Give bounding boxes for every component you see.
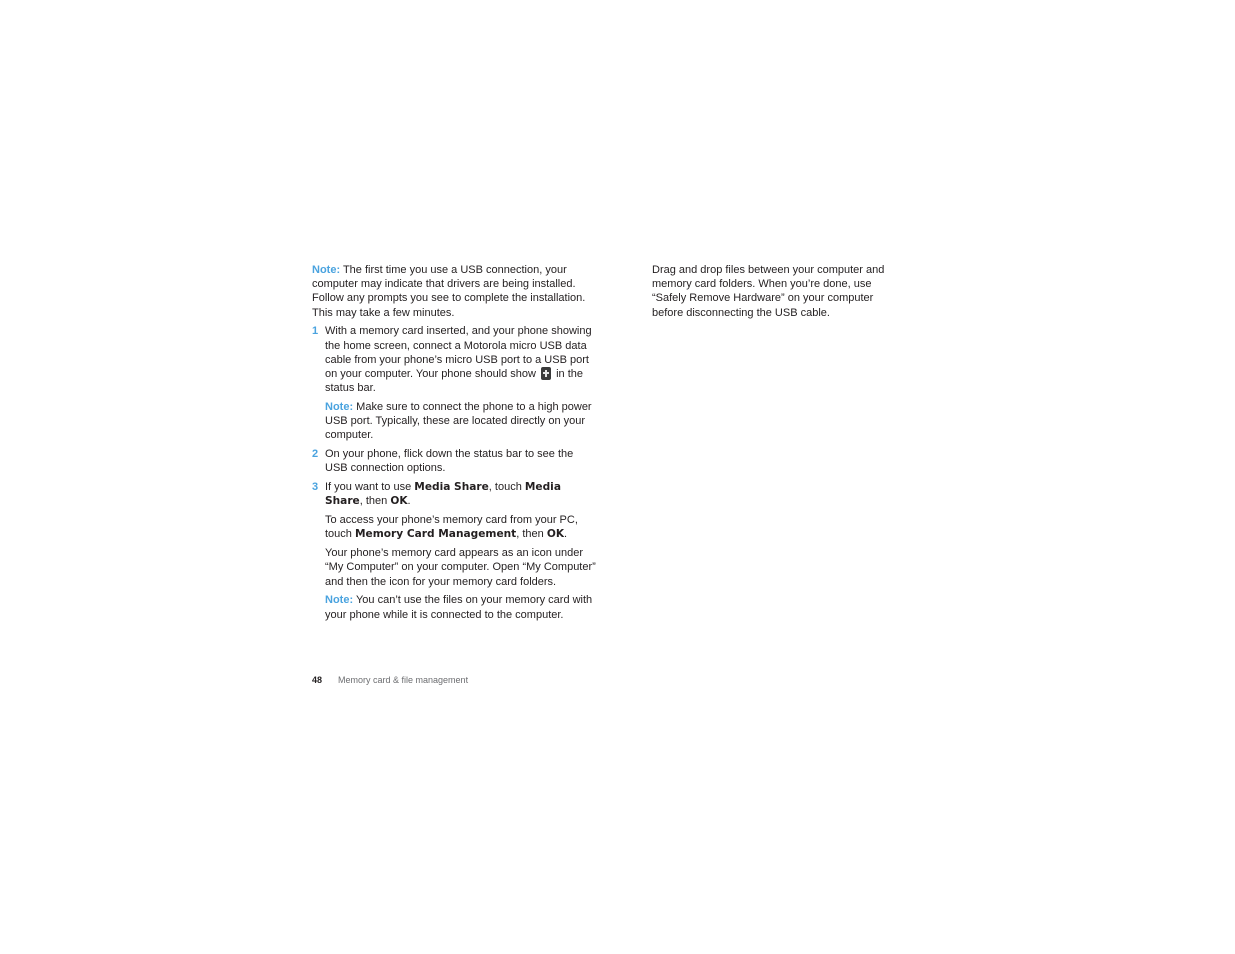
text-run: . <box>407 495 411 508</box>
note-label: Note: <box>325 401 354 414</box>
page-number: 48 <box>312 675 323 685</box>
step-1-text-a: With a memory card inserted, and your phone showing the home screen, connect a Motorola micro USB data cable from your phone’s micro USB port to a USB port on your computer. Your phone should show <box>325 325 592 381</box>
step-number: 1 <box>312 325 319 338</box>
ok-term: OK <box>546 528 565 541</box>
right-column <box>652 263 907 320</box>
step-number: 3 <box>312 481 319 494</box>
intro-note <box>312 263 596 320</box>
step-1 <box>312 324 596 395</box>
step-3-note-text: You can’t use the files on your memory card with your phone while it is connected to the computer. <box>325 594 593 621</box>
step-3-paragraph-2 <box>312 513 596 541</box>
step-1-note-text: Make sure to connect the phone to a high power USB port. Typically, these are located directly on your computer. <box>325 401 592 442</box>
note-label: Note: <box>312 264 341 276</box>
media-share-term: Media Share <box>325 481 561 508</box>
step-3-text <box>325 480 596 508</box>
left-column <box>312 263 596 622</box>
text-run: , touch <box>488 481 525 494</box>
ok-term: OK <box>390 495 408 508</box>
right-paragraph: Drag and drop files between your computer and memory card folders. When you’re done, use “Safely Remove Hardware” on your computer before disconnecting the USB cable. <box>652 264 885 319</box>
media-share-term: Media Share <box>414 481 489 494</box>
step-2-text: On your phone, flick down the status bar to see the USB connection options. <box>325 448 574 475</box>
memory-card-management-term: Memory Card Management <box>354 528 517 541</box>
usb-connected-icon <box>541 367 551 380</box>
text-run: If you want to use <box>325 481 415 494</box>
step-1-text <box>325 324 596 395</box>
intro-note-text: The first time you use a USB connection, your computer may indicate that drivers are being installed. Follow any prompts you see to complete the installation. This may take a few minutes. <box>312 264 586 319</box>
step-3-note <box>312 593 596 621</box>
step-2 <box>312 447 596 475</box>
text-run: , then <box>359 495 391 508</box>
step-1-note <box>312 400 596 443</box>
step-number: 2 <box>312 448 319 461</box>
text-run: . <box>564 528 568 541</box>
section-title: Memory card & file management <box>338 675 469 685</box>
page-footer <box>312 673 468 687</box>
note-label: Note: <box>325 594 354 607</box>
step-3-paragraph-3: Your phone’s memory card appears as an icon under “My Computer” on your computer. Open “My Computer” and then the icon for your memory card folders. <box>325 547 596 588</box>
text-run: To access your phone’s memory card from your PC, touch <box>325 514 578 541</box>
step-1-text-b: in the status bar. <box>325 368 584 395</box>
text-run: , then <box>516 528 547 541</box>
step-3 <box>312 480 596 508</box>
